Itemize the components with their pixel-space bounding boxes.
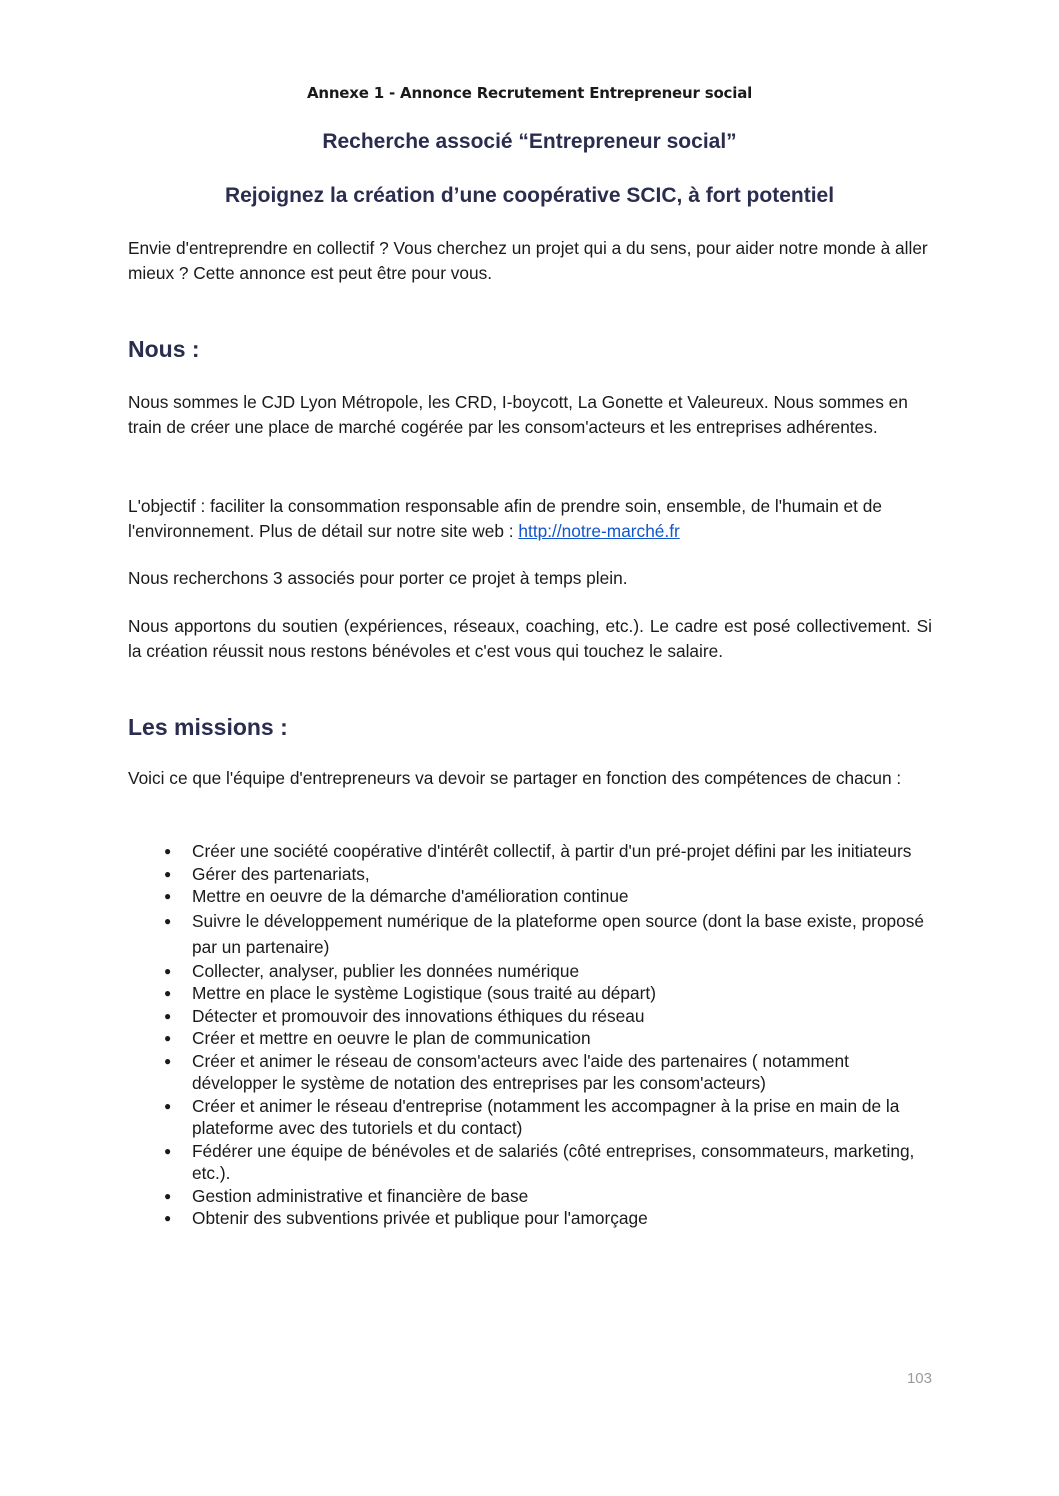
bullet-icon: ●: [164, 1211, 172, 1225]
missions-list: [128, 840, 932, 1230]
bullet-icon: ●: [164, 866, 172, 881]
list-item: ● Suivre le développement numérique de la plateforme open source (dont la base existe, proposé par un partenaire): [128, 908, 932, 960]
list-item: ● Obtenir des subventions privée et publique pour l'amorçage: [164, 1208, 648, 1228]
section-title-nous: Nous :: [128, 336, 200, 362]
bullet-icon: ●: [164, 1098, 172, 1113]
nous-paragraph-3: Nous recherchons 3 associés pour porter ce projet à temps plein.: [128, 568, 628, 588]
section-title-missions: Les missions :: [128, 714, 288, 740]
list-item: ● Gérer des partenariats,: [164, 863, 370, 884]
page-number: 103: [906, 1370, 932, 1387]
bullet-icon: ●: [164, 986, 172, 1000]
list-item: ● Fédérer une équipe de bénévoles et de salariés (côté entreprises, consommateurs, marketing, etc.).: [164, 1140, 915, 1183]
list-item: ● Mettre en oeuvre de la démarche d'amélioration continue: [164, 886, 629, 906]
list-item: ● Détecter et promouvoir des innovations éthiques du réseau: [164, 1005, 645, 1026]
list-item: ● Gestion administrative et financière de base: [164, 1185, 529, 1206]
missions-intro: Voici ce que l'équipe d'entrepreneurs va devoir se partager en fonction des compétences de chacun :: [128, 768, 902, 788]
list-item: ● Mettre en place le système Logistique (sous traité au départ): [164, 983, 656, 1003]
nous-paragraph-2-text: L'objectif : faciliter la consommation responsable afin de prendre soin, ensemble, de l'humain et de l'environnement. Plus de détail sur notre site web :: [128, 496, 882, 541]
website-link[interactable]: http://notre-marché.fr: [518, 521, 680, 541]
nous-paragraph-1: Nous sommes le CJD Lyon Métropole, les CRD, I-boycott, La Gonette et Valeureux. Nous sommes en train de créer une place de marché cogérée par les consom'acteurs et les entreprises adhérentes.: [128, 392, 908, 437]
bullet-icon: ●: [164, 1031, 172, 1045]
list-item: ● Créer et animer le réseau d'entreprise (notamment les accompagner à la prise en main de la plateforme avec des tutoriels et du contact): [164, 1095, 900, 1138]
bullet-icon: ●: [164, 844, 172, 858]
bullet-icon: ●: [164, 1143, 172, 1158]
bullet-icon: ●: [164, 963, 172, 978]
sub-heading: Rejoignez la création d’une coopérative SCIC, à fort potentiel: [224, 184, 835, 207]
nous-paragraph-2: [128, 494, 932, 544]
bullet-icon: ●: [164, 1008, 172, 1023]
main-heading: Recherche associé “Entrepreneur social”: [322, 130, 737, 153]
bullet-icon: ●: [164, 889, 172, 903]
intro-paragraph: Envie d'entreprendre en collectif ? Vous cherchez un projet qui a du sens, pour aider notre monde à aller mieux ? Cette annonce est peut être pour vous.: [128, 238, 928, 283]
list-item: ● Collecter, analyser, publier les données numérique: [164, 960, 580, 981]
annex-title: Annexe 1 - Annonce Recrutement Entrepreneur social: [306, 84, 753, 102]
list-item: ● Créer et animer le réseau de consom'acteurs avec l'aide des partenaires ( notamment développer le système de notation des entreprises par les consom'acteurs): [164, 1050, 849, 1093]
list-item: ● Créer et mettre en oeuvre le plan de communication: [164, 1028, 591, 1048]
nous-paragraph-4: Nous apportons du soutien (expériences, réseaux, coaching, etc.). Le cadre est posé collectivement. Si la création réussit nous restons bénévoles et c'est vous qui touchez le salaire.: [128, 616, 932, 661]
list-item: ● Créer une société coopérative d'intérêt collectif, à partir d'un pré-projet défini par les initiateurs: [164, 841, 912, 861]
bullet-icon: ●: [164, 913, 172, 928]
bullet-icon: ●: [164, 1053, 172, 1068]
bullet-icon: ●: [164, 1188, 172, 1203]
